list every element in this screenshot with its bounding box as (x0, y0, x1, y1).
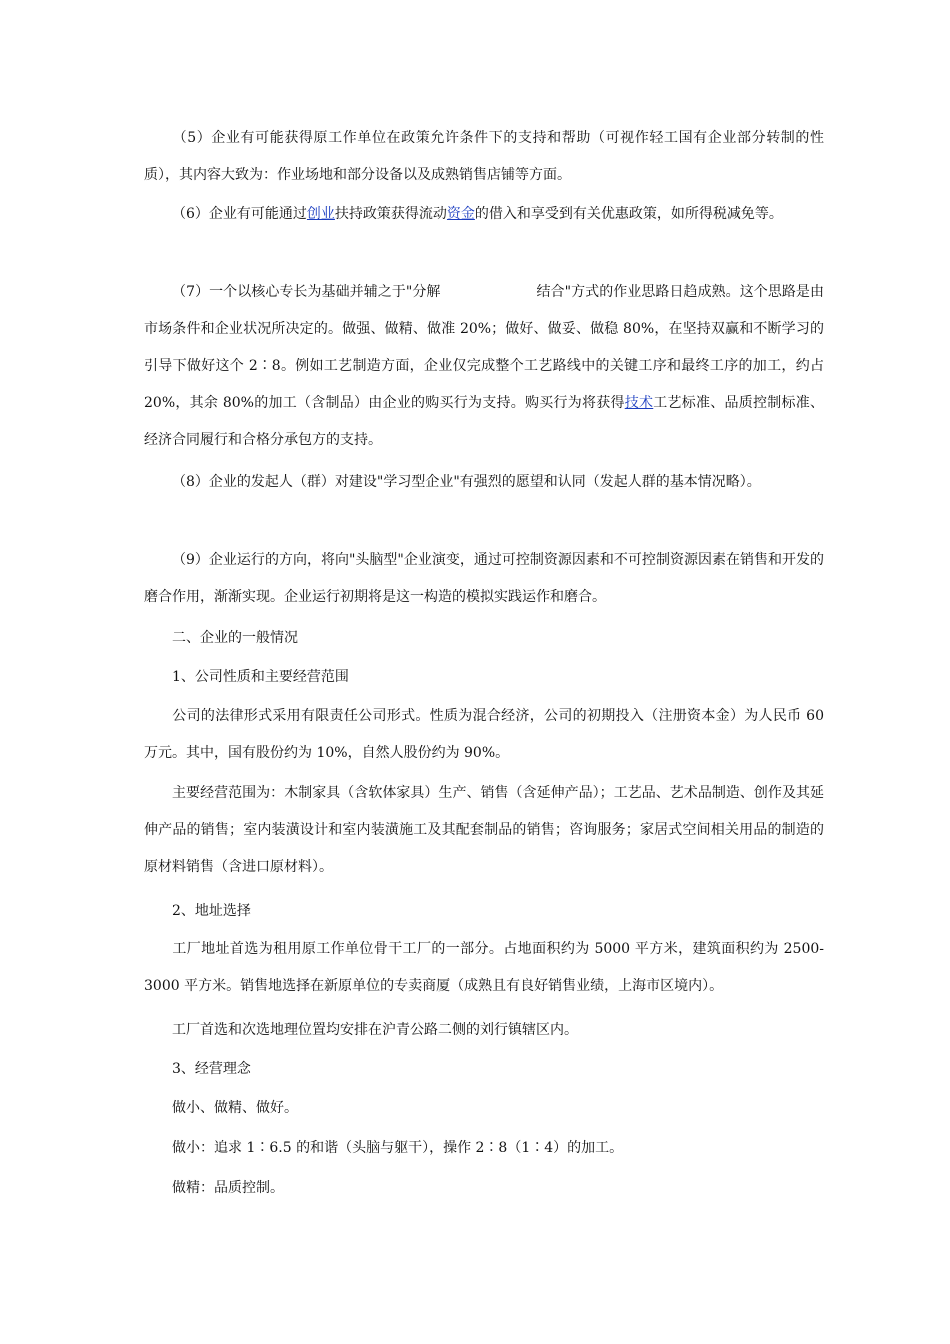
paragraph-do-fine (144, 1170, 824, 1207)
paragraph-site-location (144, 1012, 824, 1049)
paragraph-5 (144, 120, 824, 194)
paragraph-7-text-c: 工艺标准、品质控制标准、经济合同履行和合格分承包方的支持。 (144, 395, 825, 448)
subheading-2-2-text: 2、地址选择 (172, 903, 251, 919)
paragraph-site-location-text: 工厂首选和次选地理位置均安排在沪青公路二侧的刘行镇辖区内。 (172, 1022, 578, 1038)
paragraph-7 (144, 274, 824, 459)
section-heading-2 (144, 620, 824, 657)
paragraph-business-scope-text: 主要经营范围为：木制家具（含软体家具）生产、销售（含延伸产品）；工艺品、艺术品制造、创作及其延伸产品的销售；室内装潢设计和室内装潢施工及其配套制品的销售；咨询服务；家居式空间相关用品的制造的原材料销售（含进口原材料）。 (144, 785, 824, 875)
link-chuangye[interactable]: 创业 (306, 206, 335, 222)
paragraph-site-selection (144, 931, 824, 1005)
paragraph-do-small-text: 做小：追求 1∶6.5 的和谐（头脑与躯干），操作 2∶8（1∶4）的加工。 (172, 1140, 624, 1156)
paragraph-business-scope (144, 775, 824, 886)
link-zijin[interactable]: 资金 (446, 206, 475, 222)
paragraph-idea-text: 做小、做精、做好。 (172, 1100, 298, 1116)
subheading-2-3-text: 3、经营理念 (172, 1061, 251, 1077)
paragraph-7-text-a: （7）一个以核心专长为基础并辅之于"分解 (172, 284, 441, 300)
paragraph-9 (144, 542, 824, 616)
paragraph-legal-form-text: 公司的法律形式采用有限责任公司形式。性质为混合经济，公司的初期投入（注册资本金）为人民币 60 万元。其中，国有股份约为 10%，自然人股份约为 90%。 (144, 708, 824, 761)
paragraph-legal-form (144, 698, 824, 772)
paragraph-6-text-a: （6）企业有可能通过 (172, 206, 307, 222)
subheading-2-2 (144, 893, 824, 930)
paragraph-6-text-b: 扶持政策获得流动 (334, 206, 447, 222)
paragraph-6-text-c: 的借入和享受到有关优惠政策，如所得税减免等。 (474, 206, 783, 222)
subheading-2-3 (144, 1051, 824, 1088)
paragraph-8-text: （8）企业的发起人（群）对建设"学习型企业"有强烈的愿望和认同（发起人群的基本情况略）。 (172, 474, 761, 490)
paragraph-9-text: （9）企业运行的方向，将向"头脑型"企业演变，通过可控制资源因素和不可控制资源因素在销售和开发的磨合作用，渐渐实现。企业运行初期将是这一构造的模拟实践运作和磨合。 (144, 552, 824, 605)
section-heading-2-text: 二、企业的一般情况 (172, 630, 298, 646)
paragraph-do-fine-text: 做精：品质控制。 (172, 1180, 284, 1196)
paragraph-site-selection-text: 工厂地址首选为租用原工作单位骨干工厂的一部分。占地面积约为 5000 平方米，建筑面积约为 2500-3000 平方米。销售地选择在新原单位的专卖商厦（成熟且有良好销售业绩，上海市区境内）。 (144, 941, 824, 994)
paragraph-5-text: （5）企业有可能获得原工作单位在政策允许条件下的支持和帮助（可视作轻工国有企业部分转制的性质），其内容大致为：作业场地和部分设备以及成熟销售店铺等方面。 (144, 130, 824, 183)
paragraph-7-text-b: 结合"方式的作业思路日趋成熟。这个思路是由市场条件和企业状况所决定的。做强、做精、做准 20%；做好、做妥、做稳 80%，在坚持双赢和不断学习的引导下做好这个 2∶8。例如工艺制造方面，企业仅完成整个工艺路线中的关键工序和最终工序的加工，约占 20%，其余 80%的加工（含制品）由企业的购买行为支持。购买行为将获得 (144, 284, 824, 411)
paragraph-6 (144, 196, 824, 233)
paragraph-8 (144, 464, 824, 501)
link-jishu[interactable]: 技术 (624, 395, 654, 411)
subheading-2-1-text: 1、公司性质和主要经营范围 (172, 669, 349, 685)
paragraph-idea (144, 1090, 824, 1127)
paragraph-do-small (144, 1130, 824, 1167)
subheading-2-1 (144, 659, 824, 696)
